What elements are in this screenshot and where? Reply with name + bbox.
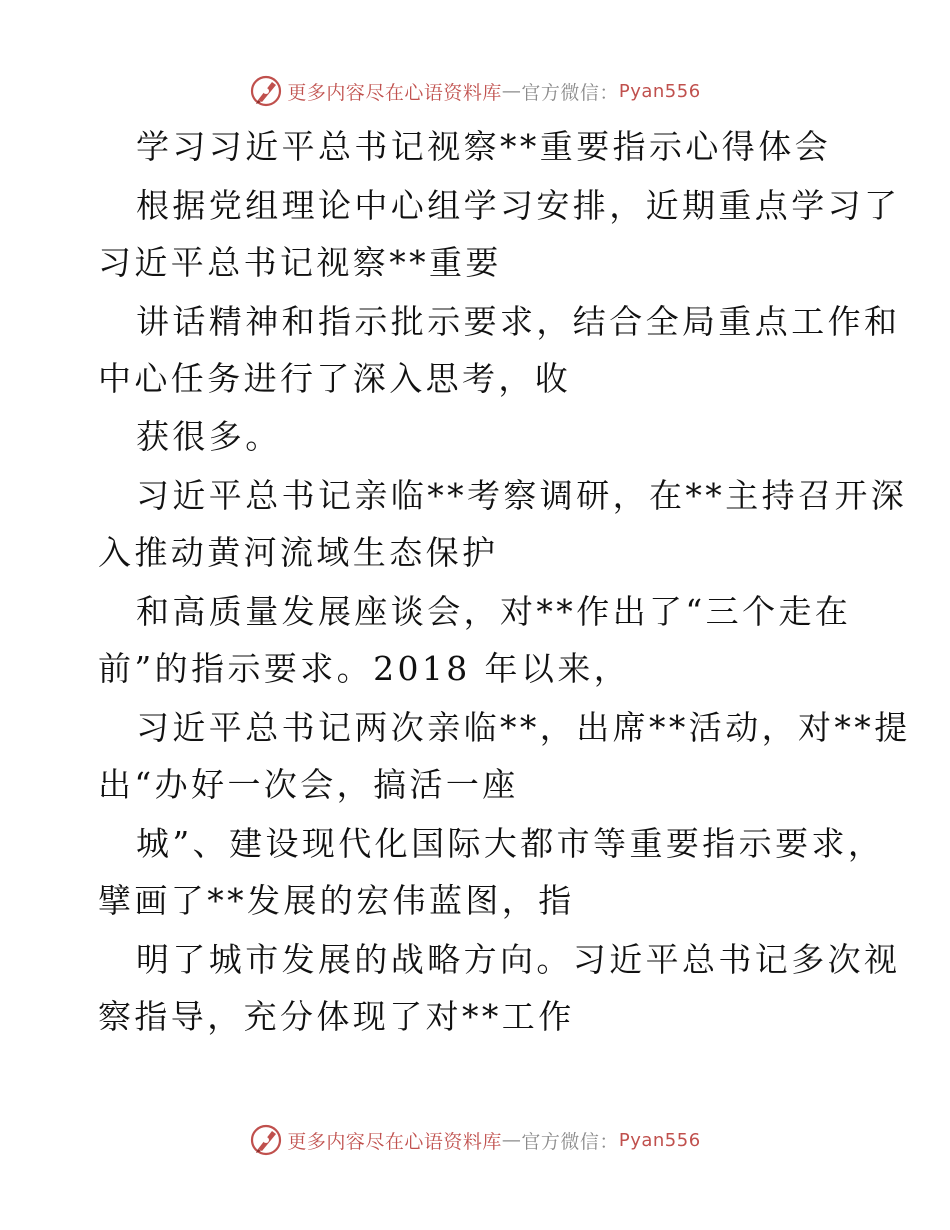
text-line: 擘画了**发展的宏伟蓝图，指 — [98, 881, 575, 920]
text-line: 习近平总书记视察**重要 — [98, 243, 502, 282]
header-watermark — [0, 71, 950, 111]
watermark-wechat-id: Pyan556 — [618, 80, 701, 102]
text-line: 习近平总书记亲临**考察调研，在**主持召开深 — [136, 476, 908, 515]
watermark-main-text: 更多内容尽在心语资料库 — [287, 1130, 502, 1153]
watermark-main-text: 更多内容尽在心语资料库 — [287, 81, 502, 104]
watermark-label: 官方微信： — [521, 81, 619, 104]
text-line: 明了城市发展的战略方向。习近平总书记多次视 — [136, 940, 901, 979]
watermark-separator: — — [501, 80, 522, 102]
text-line: 前”的指示要求。2018 年以来， — [98, 649, 631, 688]
text-line: 讲话精神和指示批示要求，结合全局重点工作和 — [136, 302, 901, 341]
watermark-wechat-id: Pyan556 — [618, 1129, 701, 1151]
text-line: 城”、建设现代化国际大都市等重要指示要求， — [136, 824, 885, 863]
quill-pen-logo-icon — [249, 1123, 283, 1157]
watermark-label: 官方微信： — [521, 1130, 619, 1153]
text-line: 和高质量发展座谈会，对**作出了“三个走在 — [136, 592, 852, 631]
text-line: 出“办好一次会，搞活一座 — [98, 765, 519, 804]
text-line: 入推动黄河流域生态保护 — [98, 533, 499, 572]
text-line: 察指导，充分体现了对**工作 — [98, 997, 575, 1036]
text-line: 中心任务进行了深入思考，收 — [98, 359, 572, 398]
quill-pen-logo-icon — [249, 74, 283, 108]
text-line: 获很多。 — [136, 417, 282, 456]
watermark-separator: — — [501, 1129, 522, 1151]
footer-watermark — [0, 1120, 950, 1160]
document-title: 学习习近平总书记视察**重要指示心得体会 — [136, 127, 831, 166]
text-line: 根据党组理论中心组学习安排，近期重点学习了 — [136, 186, 901, 225]
text-line: 习近平总书记两次亲临**，出席**活动，对**提 — [136, 708, 911, 747]
